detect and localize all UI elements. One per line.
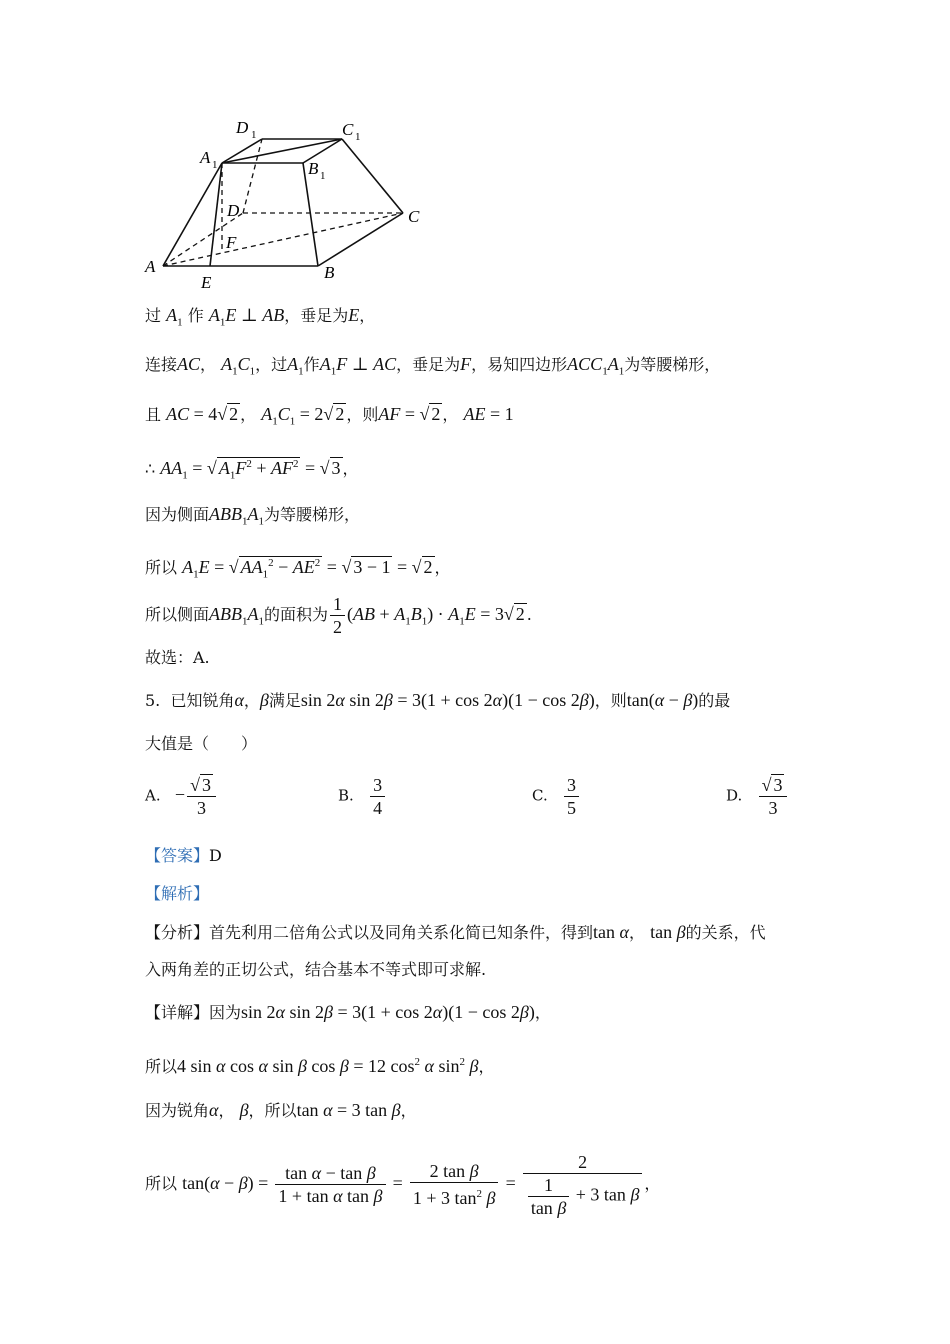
- option-c[interactable]: C. $\frac{3}{5}$: [532, 774, 581, 819]
- solution-line-8: 故选：A.: [145, 648, 210, 667]
- dash-ac: [163, 213, 403, 266]
- xiangjie-line-1: 【详解】因为sin 2α sin 2β = 3(1 + cos 2α)(1 − cos 2β)，: [145, 1002, 551, 1022]
- analysis-tag: 【解析】: [145, 884, 210, 903]
- label-d1-sub: 1: [251, 129, 257, 141]
- label-e: E: [201, 273, 212, 292]
- answer-value: D: [209, 846, 222, 865]
- edge-cc1: [342, 139, 403, 213]
- edge-bc: [318, 213, 403, 266]
- label-c1-sub: 1: [355, 131, 361, 143]
- frustum-figure: [0, 0, 950, 300]
- label-d1: D: [236, 118, 249, 137]
- fenxi-line-1: 【分析】首先利用二倍角公式以及同角关系化简已知条件，得到tan α， tan β的关系，代: [145, 922, 766, 942]
- solution-line-7: 所以侧面$ABB_1A_1$的面积为 $\frac{1}{2}$ $(AB + A_1B_1) \cdot A_1E = 3√$ 2 .: [145, 594, 532, 637]
- xiangjie-line-2: 所以4 sin α cos α sin β cos β = 12 $\cos^2 \alpha$ $\sin^2 \beta$，: [145, 1056, 495, 1076]
- fenxi-line-2: 入两角差的正切公式，结合基本不等式即可求解.: [145, 960, 487, 979]
- label-c: C: [408, 207, 420, 226]
- solution-line-5: 因为侧面$ABB_1A_1$为等腰梯形，: [145, 504, 361, 528]
- dash-dd1: [243, 139, 262, 213]
- option-b[interactable]: B. $\frac{3}{4}$: [338, 774, 387, 819]
- label-a: A: [145, 257, 156, 276]
- answer-line: [145, 844, 222, 868]
- solution-line-4: ∴ $AA_1$ = √ $A_1F^2 + AF^2$ = √ 3 ，: [145, 458, 359, 482]
- solution-line-3: 且 AC = 4√ 2 ， $A_1C_1 = 2√$ 2 ，则AF = √ 2 ， AE = 1: [145, 404, 514, 428]
- xiangjie-line-4: 所以 tan(α − β) = $\frac{\text{tan α − tan β}}{\text{1 + tan α tan β}}$ = $\frac{\text{2 tan β}}{1 + 3 \tan^2 \beta}$ = 2 $\frac{1}{\text{tan β}}$ + 3 tan β ，: [145, 1151, 661, 1218]
- question-line-2: 大值是（ ）: [145, 734, 258, 753]
- solution-line-2: 连接AC， $A_1C_1$，过$A_1$作$A_1F$ ⊥ AC，垂足为F，易知四边形$ACC_1A_1$为等腰梯形，: [145, 354, 721, 378]
- option-d[interactable]: D. $\frac{√ 3}{3}$: [726, 774, 789, 819]
- label-b1-sub: 1: [320, 170, 326, 182]
- edge-a1e: [210, 163, 222, 266]
- label-a1: A: [200, 148, 211, 167]
- solution-line-6: 所以 $A_1E$ = √ $AA_1^2 - AE^2$ = √ 3 − 1 = √ 2 ，: [145, 557, 451, 581]
- solution-line-1: 过 $A_1$ 作 $A_1E$ ⊥ AB，垂足为E，: [145, 305, 376, 329]
- edge-bb1: [303, 163, 318, 266]
- answer-tag: 【答案】: [145, 846, 210, 865]
- option-a[interactable]: A. − $\frac{√ 3}{3}$: [145, 774, 218, 819]
- xiangjie-line-3: 因为锐角α， β，所以tan α = 3 tan β，: [145, 1100, 417, 1120]
- edge-aa1: [163, 163, 222, 266]
- label-b1: B: [308, 159, 319, 178]
- label-a1-sub: 1: [212, 159, 218, 171]
- label-b: B: [324, 263, 335, 282]
- label-c1: C: [342, 120, 354, 139]
- label-d: D: [227, 201, 240, 220]
- label-f: F: [226, 233, 237, 252]
- question-line-1: 5. 已知锐角α，β满足sin 2α sin 2β = 3(1 + cos 2α)(1 − cos 2β)，则tan(α − β)的最: [145, 690, 731, 710]
